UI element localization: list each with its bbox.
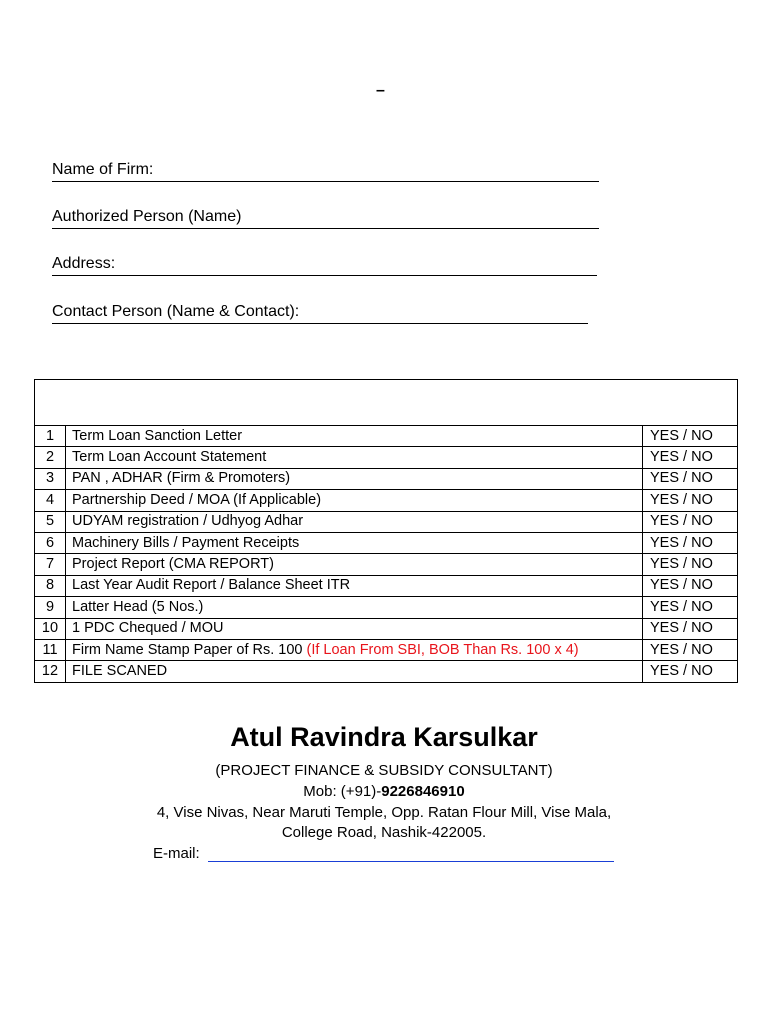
- row-number: 10: [35, 618, 66, 639]
- table-row: [35, 447, 738, 468]
- row-answer-yes-no[interactable]: YES / NO: [643, 554, 738, 575]
- row-number: 9: [35, 597, 66, 618]
- firm-name-label: Name of Firm:: [52, 161, 154, 178]
- row-number: 4: [35, 490, 66, 511]
- table-header-row: [35, 380, 738, 426]
- contact-person-label: Contact Person (Name & Contact):: [52, 303, 300, 320]
- row-answer-yes-no[interactable]: YES / NO: [643, 490, 738, 511]
- row-answer-yes-no[interactable]: YES / NO: [643, 468, 738, 489]
- table-row: [35, 554, 738, 575]
- table-row: [35, 426, 738, 447]
- row-answer-yes-no[interactable]: YES / NO: [643, 575, 738, 596]
- row-answer-yes-no[interactable]: YES / NO: [643, 597, 738, 618]
- table-row: [35, 639, 738, 660]
- row-item-text: Partnership Deed / MOA (If Applicable): [72, 491, 322, 508]
- table-row: [35, 575, 738, 596]
- row-item-text: Project Report (CMA REPORT): [72, 556, 274, 573]
- email-label: E-mail:: [153, 845, 200, 862]
- authorized-person-field[interactable]: [52, 207, 599, 229]
- row-item-cell: [66, 468, 643, 489]
- contact-person-line: [52, 323, 588, 324]
- table-header-cell: [35, 380, 738, 426]
- table-row: [35, 661, 738, 682]
- authorized-person-label: Authorized Person (Name): [52, 208, 242, 225]
- row-item-cell: [66, 554, 643, 575]
- table-row: [35, 490, 738, 511]
- table-row: [35, 511, 738, 532]
- consultant-address-line2: College Road, Nashik-422005.: [281, 824, 487, 841]
- firm-name-field[interactable]: [52, 160, 599, 182]
- row-answer-yes-no[interactable]: YES / NO: [643, 511, 738, 532]
- row-answer-yes-no[interactable]: YES / NO: [643, 447, 738, 468]
- row-number: 5: [35, 511, 66, 532]
- row-number: 3: [35, 468, 66, 489]
- address-field[interactable]: [52, 254, 597, 276]
- row-item-text: FILE SCANED: [72, 662, 168, 679]
- row-number: 12: [35, 661, 66, 682]
- row-item-cell: [66, 661, 643, 682]
- document-checklist-table: [34, 379, 738, 683]
- row-item-text: Firm Name Stamp Paper of Rs. 100: [72, 641, 307, 658]
- contact-person-field[interactable]: [52, 302, 588, 324]
- authorized-person-line: [52, 228, 599, 229]
- row-item-cell: [66, 426, 643, 447]
- consultant-name: Atul Ravindra Karsulkar: [230, 722, 538, 752]
- table-row: [35, 468, 738, 489]
- row-number: 6: [35, 532, 66, 553]
- address-label: Address:: [52, 255, 116, 272]
- row-item-text: Term Loan Sanction Letter: [72, 427, 243, 444]
- row-answer-yes-no[interactable]: YES / NO: [643, 639, 738, 660]
- row-item-cell: [66, 532, 643, 553]
- row-item-note: (If Loan From SBI, BOB Than Rs. 100 x 4): [306, 641, 579, 658]
- row-number: 11: [35, 639, 66, 660]
- row-number: 7: [35, 554, 66, 575]
- row-number: 2: [35, 447, 66, 468]
- row-number: 8: [35, 575, 66, 596]
- table-row: [35, 618, 738, 639]
- row-answer-yes-no[interactable]: YES / NO: [643, 618, 738, 639]
- consultant-title: (PROJECT FINANCE & SUBSIDY CONSULTANT): [215, 762, 553, 779]
- row-number: 1: [35, 426, 66, 447]
- row-item-text: Last Year Audit Report / Balance Sheet ITR: [72, 577, 351, 594]
- row-item-text: Term Loan Account Statement: [72, 449, 267, 466]
- row-item-cell: [66, 575, 643, 596]
- row-item-text: Machinery Bills / Payment Receipts: [72, 534, 300, 551]
- row-answer-yes-no[interactable]: YES / NO: [643, 532, 738, 553]
- row-item-cell: [66, 511, 643, 532]
- row-answer-yes-no[interactable]: YES / NO: [643, 661, 738, 682]
- row-item-text: PAN , ADHAR (Firm & Promoters): [72, 470, 291, 487]
- header-dash: –: [376, 82, 385, 99]
- row-item-cell: [66, 490, 643, 511]
- table-row: [35, 597, 738, 618]
- row-item-cell: [66, 618, 643, 639]
- mobile-number[interactable]: 9226846910: [381, 783, 465, 800]
- table-row: [35, 532, 738, 553]
- row-item-text: Latter Head (5 Nos.): [72, 598, 204, 615]
- consultant-address-line1: 4, Vise Nivas, Near Maruti Temple, Opp. Ratan Flour Mill, Vise Mala,: [156, 804, 612, 821]
- consultant-mobile: [0, 782, 768, 802]
- row-item-text: UDYAM registration / Udhyog Adhar: [72, 513, 304, 530]
- row-answer-yes-no[interactable]: YES / NO: [643, 426, 738, 447]
- mobile-label: Mob: (+91)-: [303, 783, 382, 800]
- row-item-cell: [66, 639, 643, 660]
- address-line: [52, 275, 597, 276]
- row-item-cell: [66, 597, 643, 618]
- row-item-text: 1 PDC Chequed / MOU: [72, 620, 224, 637]
- row-item-cell: [66, 447, 643, 468]
- email-link-line[interactable]: [208, 861, 614, 862]
- firm-name-line: [52, 181, 599, 182]
